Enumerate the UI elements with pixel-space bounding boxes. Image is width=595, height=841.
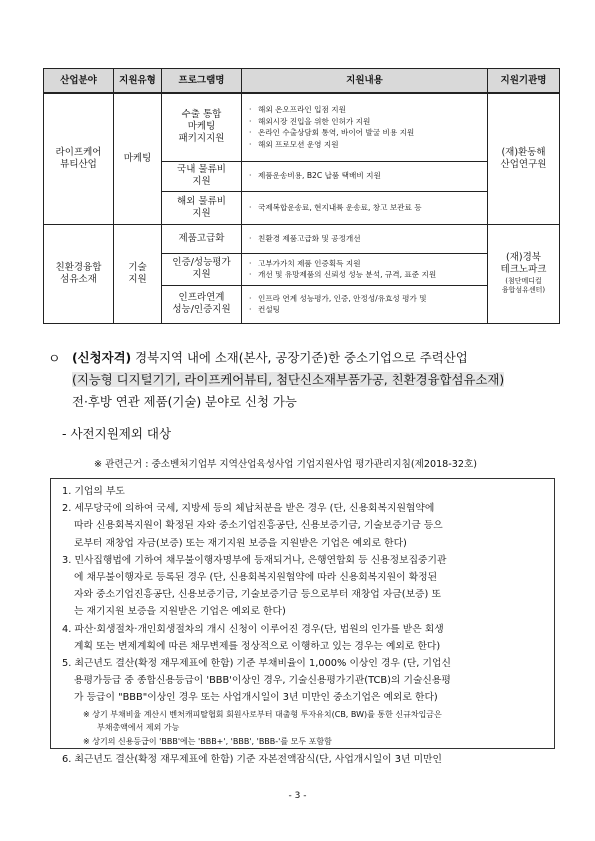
exclusion-heading: - 사전지원제외 대상 bbox=[62, 426, 172, 441]
table-header-row bbox=[44, 69, 560, 94]
program-content-cell bbox=[242, 161, 488, 191]
content-item: · 해외시장 진입을 위한 인허가 지원 bbox=[248, 116, 482, 127]
program-name-cell: 수출 통합 마케팅 패키지지원 bbox=[162, 93, 242, 161]
content-item: · 개선 및 유망제품의 신뢰성 성능 분석, 규격, 표준 지원 bbox=[248, 269, 482, 280]
qualification-line-3: 전·후방 연관 제품(기술) 분야로 신청 가능 bbox=[72, 394, 297, 409]
program-content-cell bbox=[242, 224, 488, 253]
exclusion-line: 6. 최근년도 결산(확정 재무제표에 한함) 기준 자본전액잠식(단, 사업개시일이 3년 미만인 bbox=[62, 753, 442, 765]
program-content-cell bbox=[242, 191, 488, 224]
type-cell: 마케팅 bbox=[114, 93, 162, 224]
exclusion-line: 2. 세무당국에 의하여 국세, 지방세 등의 체납처분을 받은 경우 (단, 신용회복지원협약에 bbox=[62, 503, 435, 515]
content-item: · 국제복합운송료, 현지내륙 운송료, 창고 보관료 등 bbox=[248, 202, 482, 213]
content-item: · 제품운송비용, B2C 납품 택배비 지원 bbox=[248, 170, 482, 181]
program-content-cell bbox=[242, 253, 488, 285]
agency-sub-label: (첨단메디컬 융합섬유센터) bbox=[501, 277, 546, 294]
qualification-line-1: (신청자격) 경북지역 내에 소재(본사, 공장기준)한 중소기업으로 주력산업 bbox=[72, 350, 468, 365]
exclusion-line: 5. 최근년도 결산(확정 재무제표에 한함) 기준 부채비율이 1,000% 이상인 경우 (단, 기업신 bbox=[62, 658, 451, 669]
exclusion-line: 4. 파산·회생절차·개인회생절차의 개시 신청이 이루어진 경우(단, 법원의 인가를 받은 회생 bbox=[62, 623, 444, 635]
industry-label: 라이프케어 bbox=[55, 146, 102, 158]
header-content: 지원내용 bbox=[242, 69, 488, 94]
page-number: - 3 - bbox=[288, 791, 307, 801]
exclusion-line: 계획 또는 변제계획에 따른 채무변제를 정상적으로 이행하고 있는 경우는 예외로 한다) bbox=[74, 640, 441, 652]
exclusion-line: 따라 신용회복지원이 확정된 자와 중소기업진흥공단, 신용보증기금, 기술보증기금 등으 bbox=[74, 520, 443, 532]
industry-cell bbox=[44, 93, 114, 224]
exclusion-line: 1. 기업의 부도 bbox=[62, 486, 125, 497]
type-cell: 기술 지원 bbox=[114, 224, 162, 323]
program-name-cell: 해외 물류비 지원 bbox=[162, 191, 242, 224]
table-row bbox=[44, 93, 560, 161]
exclusion-line: 는 재기지원 보증을 지원받은 기업은 예외로 한다) bbox=[74, 606, 286, 618]
footnote-line: 부채총액에서 제외 가능 bbox=[97, 722, 180, 732]
exclusion-line: 자와 중소기업진흥공단, 신용보증기금, 기술보증기금 등으로부터 재창업 자금(보증) 또 bbox=[74, 589, 441, 601]
program-name-cell: 제품고급화 bbox=[162, 224, 242, 253]
content-item: · 고부가가치 제품 인증획득 지원 bbox=[248, 258, 482, 269]
program-content-cell bbox=[242, 285, 488, 323]
table-row bbox=[44, 224, 560, 253]
exclusion-criteria-box bbox=[50, 478, 555, 765]
exclusion-line: 에 채무불이행자로 등록된 경우 (단, 신용회복지원협약에 따라 신용회복지원이 확정된 bbox=[74, 572, 438, 583]
circle-bullet-icon: ㅇ bbox=[48, 352, 61, 367]
support-program-table bbox=[43, 68, 560, 324]
header-program: 프로그램명 bbox=[162, 69, 242, 94]
header-type: 지원유형 bbox=[114, 69, 162, 94]
program-name-cell: 인증/성능평가 지원 bbox=[162, 253, 242, 285]
content-item: · 친환경 제품고급화 및 공정개선 bbox=[248, 233, 482, 244]
program-name-cell: 국내 물류비 지원 bbox=[162, 161, 242, 191]
agency-cell: (재)경북 테크노파크 (첨단메디컬 융합섬유센터) bbox=[488, 224, 560, 323]
exclusion-line: 용평가등급 중 종합신용등급이 'BBB'이상인 경우, 기술신용평가기관(TCB)의 기술신용평 bbox=[74, 675, 451, 687]
footnote-line: ※ 상기 부채비율 계산시 벤처캐피탈협회 회원사로부터 대출형 투자유치(CB, BW)를 통한 신규차입금은 bbox=[83, 709, 442, 719]
exclusion-line: 로부터 재창업 자금(보증) 또는 재기지원 보증을 지원받은 기업은 예외로 한다) bbox=[74, 537, 407, 549]
content-item: · 해외 프로모션 운영 지원 bbox=[248, 139, 482, 150]
reference-note: ※ 관련근거 : 중소벤처기업부 지역산업육성사업 기업지원사업 평가관리지침(제2018-32호) bbox=[94, 459, 477, 470]
agency-cell: (재)환동해 산업연구원 bbox=[488, 93, 560, 224]
industry-label: 뷰티산업 bbox=[60, 158, 97, 170]
header-industry: 산업분야 bbox=[44, 69, 114, 94]
footnote-line: ※ 상기의 신용등급이 'BBB'에는 'BBB+', 'BBB', 'BBB-'를 모두 포함함 bbox=[83, 736, 332, 746]
header-agency: 지원기관명 bbox=[488, 69, 560, 94]
exclusion-line: 가 등급이 "BBB"이상인 경우 또는 사업개시일이 3년 미만인 중소기업은 예외로 한다) bbox=[74, 692, 438, 704]
content-item-continued: · 컨설팅 bbox=[248, 304, 482, 315]
content-item: · 온라인 수출상담회 통역, 바이어 발굴 비용 지원 bbox=[248, 127, 482, 138]
program-name-cell: 인프라연계 성능/인증지원 bbox=[162, 285, 242, 323]
program-content-cell bbox=[242, 93, 488, 161]
content-item: · 해외 온오프라인 입점 지원 bbox=[248, 104, 482, 115]
exclusion-line: 3. 민사집행법에 기하여 채무불이행자명부에 등재되거나, 은행연합회 등 신용정보집중기관 bbox=[62, 554, 447, 566]
qualification-label: (신청자격) bbox=[72, 350, 132, 365]
content-item: · 인프라 연계 성능평가, 인증, 안정성/유효성 평가 및 bbox=[248, 293, 482, 304]
industry-cell: 친환경융합 섬유소재 bbox=[44, 224, 114, 323]
qualification-line-2: (지능형 디지털기기, 라이프케어뷰티, 첨단신소재부품가공, 친환경융합섬유소재) bbox=[72, 372, 505, 387]
